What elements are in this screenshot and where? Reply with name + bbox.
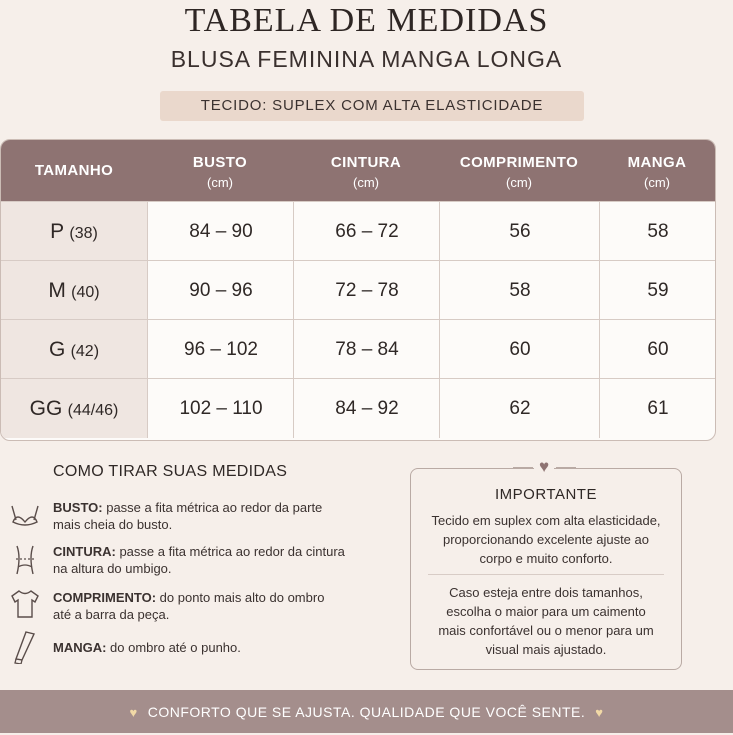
- important-line: corpo e muito conforto.: [479, 551, 613, 566]
- size-letter: P: [50, 220, 65, 243]
- header-unit: (cm): [353, 175, 379, 190]
- header-label: BUSTO: [192, 154, 248, 171]
- size-number: (40): [71, 284, 100, 301]
- howto-label: COMPRIMENTO:: [53, 590, 157, 605]
- howto-cintura: [53, 543, 373, 577]
- cintura-cell: 72 – 78: [293, 261, 440, 320]
- tshirt-icon: [8, 587, 42, 621]
- header-label: MANGA: [627, 154, 687, 171]
- cintura-cell: 84 – 92: [293, 379, 440, 438]
- busto-cell: 90 – 96: [147, 261, 294, 320]
- table-row: [1, 378, 715, 440]
- heart-icon: ♥: [534, 458, 554, 476]
- howto-text: na altura do umbigo.: [53, 561, 172, 576]
- size-letter: G: [48, 338, 66, 361]
- manga-cell: 60: [599, 320, 716, 379]
- howto-label: CINTURA:: [53, 544, 116, 559]
- divider: [428, 574, 664, 575]
- header-unit: (cm): [207, 175, 233, 190]
- cintura-cell: 78 – 84: [293, 320, 440, 379]
- important-text-2: [410, 583, 682, 659]
- important-line: proporcionando excelente ajuste ao: [443, 532, 649, 547]
- comprimento-cell: 56: [439, 202, 600, 261]
- header-comprimento: [439, 140, 599, 201]
- fabric-badge: TECIDO: SUPLEX COM ALTA ELASTICIDADE: [160, 91, 584, 121]
- header-unit: (cm): [506, 175, 532, 190]
- howto-text: passe a fita métrica ao redor da cintura: [115, 544, 345, 559]
- page-subtitle: BLUSA FEMININA MANGA LONGA: [170, 46, 563, 72]
- busto-cell: 96 – 102: [147, 320, 294, 379]
- howto-manga: [53, 639, 373, 656]
- header-unit: (cm): [644, 175, 670, 190]
- size-number: (38): [69, 225, 98, 242]
- divider: [513, 467, 533, 468]
- howto-text: do ponto mais alto do ombro: [156, 590, 325, 605]
- important-text-1: [410, 511, 682, 568]
- comprimento-cell: 62: [439, 379, 600, 438]
- header-busto: [147, 140, 293, 201]
- footer-text: CONFORTO QUE SE AJUSTA. QUALIDADE QUE VOCÊ SENTE.: [147, 704, 586, 720]
- busto-cell: 84 – 90: [147, 202, 294, 261]
- waist-icon: [8, 543, 42, 577]
- howto-text: mais cheia do busto.: [53, 517, 173, 532]
- footer-banner: [0, 690, 733, 733]
- header-tamanho: [1, 140, 147, 201]
- size-cell: [1, 202, 147, 261]
- table-row: [1, 319, 715, 379]
- important-title: IMPORTANTE: [495, 486, 597, 503]
- manga-cell: 59: [599, 261, 716, 320]
- important-line: Tecido em suplex com alta elasticidade,: [431, 513, 661, 528]
- howto-label: BUSTO:: [53, 500, 103, 515]
- size-cell: [1, 320, 147, 379]
- howto-title: COMO TIRAR SUAS MEDIDAS: [53, 463, 288, 480]
- header-label: CINTURA: [330, 154, 402, 171]
- header-label: COMPRIMENTO: [459, 154, 579, 171]
- header-manga: [599, 140, 715, 201]
- header-label: TAMANHO: [34, 162, 114, 179]
- header-cintura: [293, 140, 439, 201]
- heart-icon: ♥: [129, 705, 138, 720]
- size-cell: [1, 379, 147, 438]
- size-cell: [1, 261, 147, 320]
- howto-comprimento: [53, 589, 373, 623]
- important-line: visual mais ajustado.: [485, 642, 607, 657]
- important-line: mais confortável ou o menor para um: [438, 623, 654, 638]
- page-title: TABELA DE MEDIDAS: [184, 2, 549, 39]
- manga-cell: 58: [599, 202, 716, 261]
- heart-icon: ♥: [595, 705, 604, 720]
- size-number: (42): [70, 343, 100, 360]
- important-line: escolha o maior para um caimento: [446, 604, 646, 619]
- divider: [556, 467, 576, 468]
- table-row: [1, 201, 715, 261]
- size-letter: GG: [29, 397, 63, 420]
- important-line: Caso esteja entre dois tamanhos,: [449, 585, 643, 600]
- size-table: [0, 139, 716, 441]
- howto-busto: [53, 499, 373, 533]
- busto-cell: 102 – 110: [147, 379, 294, 438]
- table-row: [1, 260, 715, 320]
- bra-icon: [8, 500, 42, 534]
- cintura-cell: 66 – 72: [293, 202, 440, 261]
- comprimento-cell: 60: [439, 320, 600, 379]
- howto-text: passe a fita métrica ao redor da parte: [102, 500, 323, 515]
- size-number: (44/46): [67, 402, 119, 419]
- howto-text: até a barra da peça.: [53, 607, 170, 622]
- howto-label: MANGA:: [53, 640, 107, 655]
- table-header: [1, 140, 715, 201]
- manga-cell: 61: [599, 379, 716, 438]
- size-letter: M: [48, 279, 66, 302]
- comprimento-cell: 58: [439, 261, 600, 320]
- sleeve-icon: [8, 630, 42, 664]
- howto-text: do ombro até o punho.: [106, 640, 241, 655]
